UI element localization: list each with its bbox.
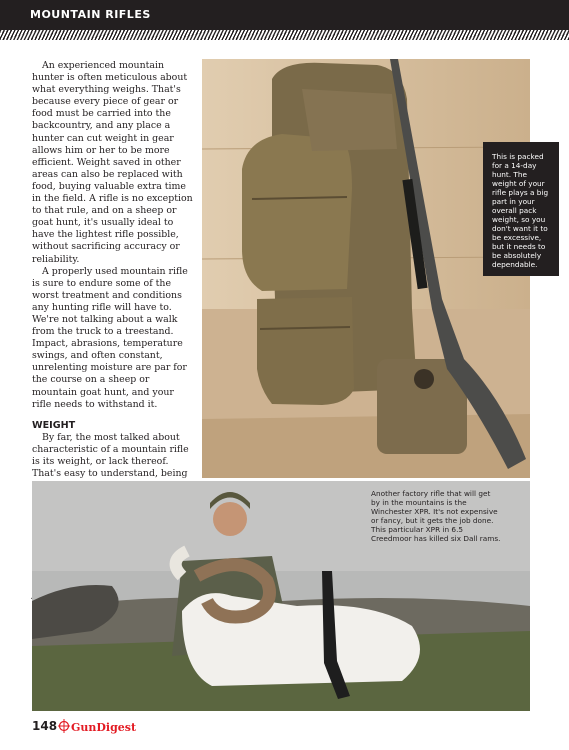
page-number: 148 (32, 719, 58, 733)
section-title: MOUNTAIN RIFLES (30, 8, 151, 21)
pack-photo-caption: This is packed for a 14-day hunt. The weight of your rifle plays a big part in your overall pack weight, so you don't want it to be excessive, but it needs to be absolutely dependable. (483, 142, 559, 276)
weight-heading: WEIGHT (32, 419, 76, 431)
brand-logo: GunDigest (71, 721, 137, 734)
header-stripe-band (0, 30, 569, 40)
paragraph-intro-2: A properly used mountain rifle is sure to endure some of the worst treatment and conditions any hunting rifle will have to. We're not talking about a walk from the truck to a treestand. Impact, abrasions, temperature swings, and often constant, unrelenting moisture are par for the course on a sheep or mountain goat hunt, and your rifle needs to withstand it. (32, 265, 188, 410)
crosshair-icon (58, 718, 70, 734)
ram-photo-caption: Another factory rifle that will get by in the mountains is the Winchester XPR. It's not expensive or fancy, but it gets the job done. This particular XPR in 6.5 Creedmoor has killed six Dall rams. (371, 489, 501, 543)
section-header-bar (0, 0, 569, 30)
paragraph-intro-1: An experienced mountain hunter is often meticulous about what everything weighs. That's because every piece of gear or food must be carried into the backcountry, and any place a hunter can cut weight in gear allows him or her to be more efficient. Weight saved in other areas can also be replaced with food, buying valuable extra time in the field. A rifle is no exception to that rule, and on a sheep or goat hunt, it's usually ideal to have the lightest rifle possible, without sacrificing accuracy or reliability. (32, 60, 193, 265)
backpack-rifle-photo (202, 59, 530, 478)
paragraph-weight-1: By far, the most talked about characteristic of a mountain rifle is its weight, or lack thereof. That's easy to understand, being (32, 431, 189, 479)
